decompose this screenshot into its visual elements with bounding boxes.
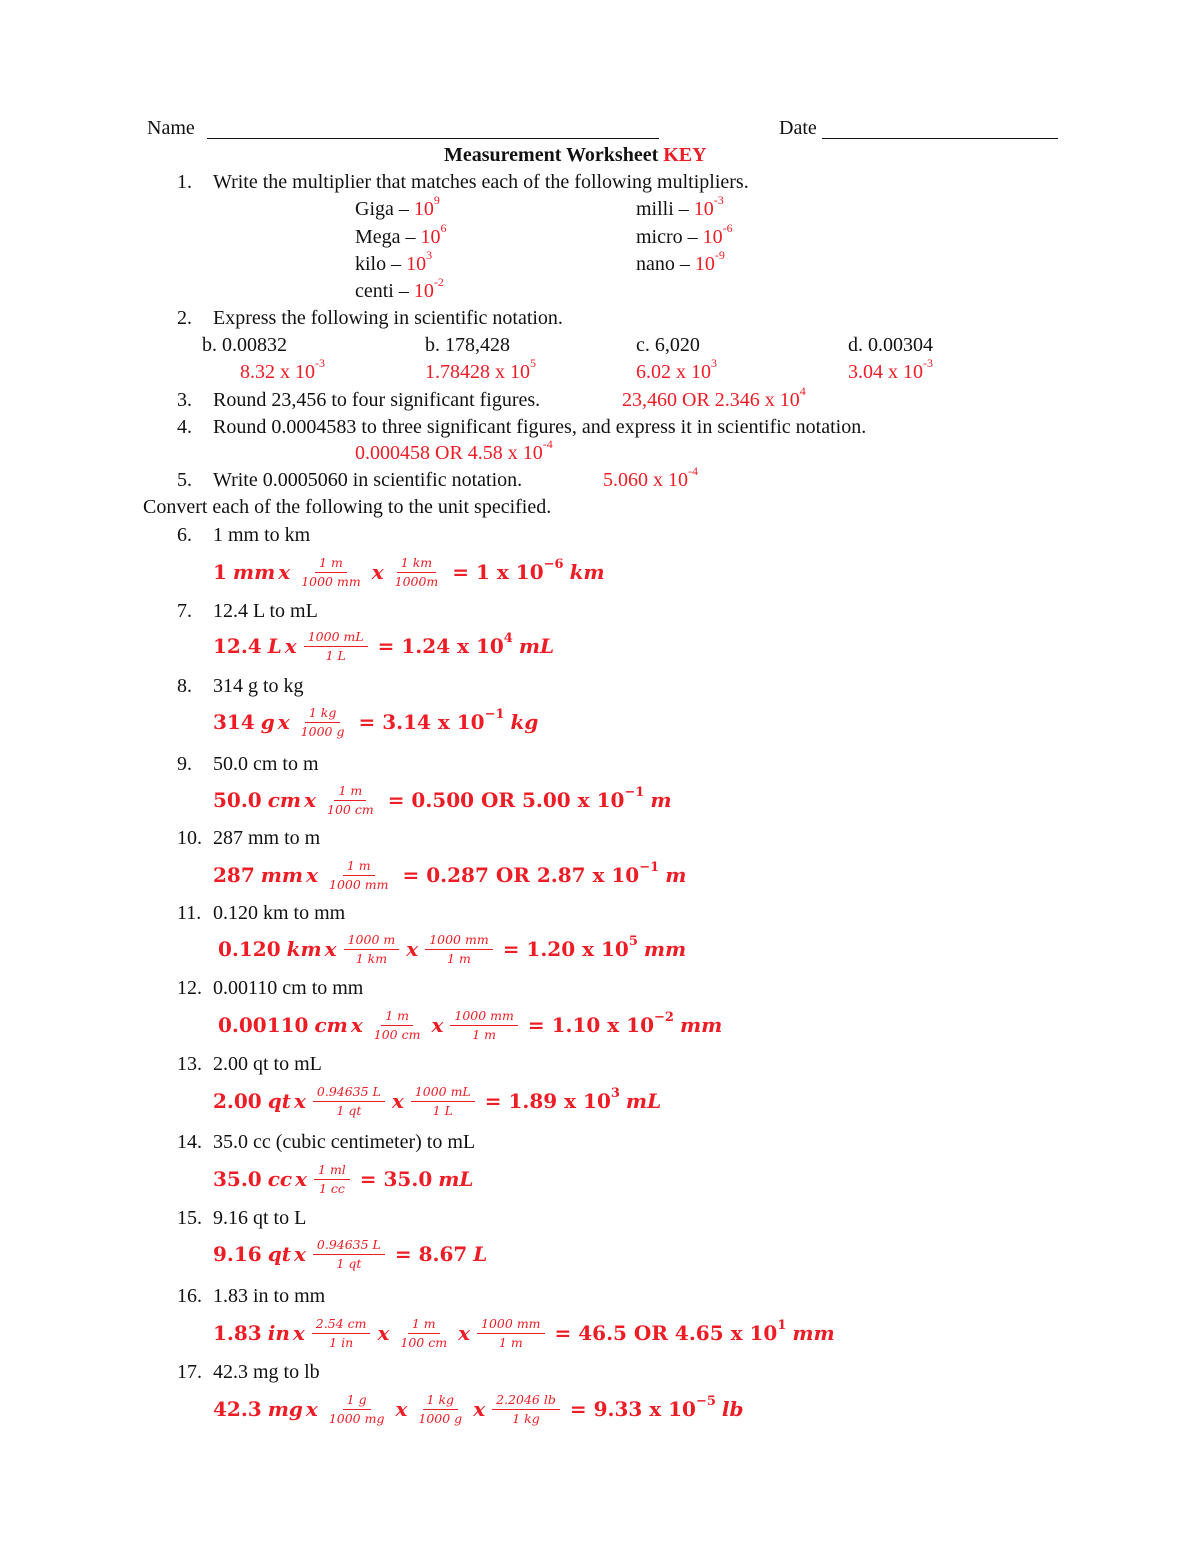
conversion-question: 287 mm to m — [213, 827, 321, 849]
times-sign: x — [473, 1397, 486, 1421]
conversion-factor — [325, 1393, 389, 1426]
start-value: 12.4 — [213, 634, 262, 658]
start-value: 0.00110 — [218, 1013, 309, 1037]
conversion-factor — [297, 556, 365, 589]
conversion-factor — [297, 706, 349, 739]
factor-numerator: 1 ml — [314, 1163, 350, 1180]
factor-denominator: 1 in — [329, 1334, 354, 1350]
key-label: KEY — [663, 144, 707, 166]
conversion-number: 10. — [177, 827, 202, 849]
q3-number: 3. — [177, 389, 192, 411]
conversion-equation — [213, 1228, 487, 1280]
conversion-factor — [492, 1393, 560, 1426]
result-value: = 1.89 x 10 — [484, 1089, 611, 1113]
result-exponent: −5 — [695, 1394, 716, 1409]
result-exponent: 1 — [777, 1318, 787, 1333]
q2-text: Express the following in scientific notation. — [213, 307, 563, 329]
times-sign: x — [350, 1013, 363, 1037]
conversion-equation — [213, 849, 686, 901]
conversion-number: 15. — [177, 1207, 202, 1229]
start-value: 2.00 — [213, 1089, 262, 1113]
name-label: Name — [147, 117, 195, 139]
factor-numerator: 1000 mm — [425, 933, 493, 950]
result-value: = 1 x 10 — [452, 560, 544, 584]
conversion-number: 11. — [177, 902, 202, 924]
conversion-number: 8. — [177, 675, 192, 697]
times-sign: x — [324, 937, 337, 961]
times-sign: x — [278, 560, 291, 584]
conversion-equation — [218, 999, 722, 1051]
factor-denominator: 100 cm — [327, 801, 374, 817]
result-value: = 8.67 — [394, 1242, 468, 1266]
times-sign: x — [406, 937, 419, 961]
result-value: = 46.5 OR 4.65 x 10 — [554, 1321, 778, 1345]
q5-answer: 5.060 x $10^{-4}$ — [603, 464, 698, 491]
q1-right-0: milli – $10^{-3}$ — [636, 193, 724, 220]
factor-numerator: 1000 m — [344, 933, 400, 950]
start-unit: qt — [267, 1089, 291, 1113]
times-sign: x — [292, 1321, 305, 1345]
factor-denominator: 1 m — [472, 1026, 497, 1042]
factor-numerator: 1000 mm — [477, 1317, 545, 1334]
conversion-factor — [414, 1393, 466, 1426]
result-unit: mL — [438, 1167, 474, 1191]
start-value: 0.120 — [218, 937, 281, 961]
result-exponent: 3 — [610, 1086, 620, 1101]
q5-number: 5. — [177, 469, 192, 491]
result-exponent: 5 — [628, 934, 638, 949]
q2-answer-2: 6.02 x $10^3$ — [636, 356, 717, 383]
factor-denominator: 1 m — [447, 950, 471, 966]
result-value: = 35.0 — [359, 1167, 433, 1191]
q1-number: 1. — [177, 171, 192, 193]
start-unit: mm — [232, 560, 276, 584]
conversion-equation — [213, 546, 605, 598]
times-sign: x — [431, 1013, 444, 1037]
result-unit: mm — [792, 1321, 835, 1345]
factor-numerator: 1 m — [315, 556, 347, 573]
factor-numerator: 1 m — [334, 784, 366, 801]
q1-left-1: Mega – $10^6$ — [355, 221, 447, 248]
conversion-number: 7. — [177, 600, 192, 622]
conversion-number: 13. — [177, 1053, 202, 1075]
times-sign: x — [306, 863, 319, 887]
q2-item-label-1: b. 178,428 — [425, 334, 510, 356]
conversion-equation — [213, 774, 672, 826]
start-unit: mm — [260, 863, 304, 887]
factor-numerator: 1 m — [381, 1009, 413, 1026]
times-sign: x — [295, 1167, 308, 1191]
start-value: 35.0 — [213, 1167, 262, 1191]
conversion-equation — [213, 1075, 661, 1127]
factor-denominator: 1 km — [355, 950, 388, 966]
start-unit: mg — [267, 1397, 303, 1421]
conversion-factor — [304, 630, 368, 663]
start-unit: km — [286, 937, 322, 961]
name-field[interactable] — [207, 138, 659, 139]
date-label: Date — [779, 117, 817, 139]
q2-answer-3: 3.04 x $10^{-3}$ — [848, 356, 933, 383]
q5-text: Write 0.0005060 in scientific notation. — [213, 469, 523, 491]
result-value: = 3.14 x 10 — [358, 710, 485, 734]
result-value: = 9.33 x 10 — [569, 1397, 696, 1421]
times-sign: x — [377, 1321, 390, 1345]
conversion-factor — [325, 859, 393, 892]
result-value: = 1.20 x 10 — [502, 937, 629, 961]
conversion-factor — [425, 933, 493, 966]
result-exponent: −1 — [624, 785, 645, 800]
factor-denominator: 1000 g — [300, 723, 345, 739]
factor-denominator: 1000 g — [418, 1410, 463, 1426]
conversion-question: 1 mm to km — [213, 524, 311, 546]
conversion-number: 14. — [177, 1131, 202, 1153]
conversion-factor — [314, 1163, 350, 1196]
convert-heading: Convert each of the following to the unit specified. — [143, 496, 552, 518]
q4-number: 4. — [177, 416, 192, 438]
factor-numerator: 1 km — [397, 556, 436, 573]
factor-denominator: 100 cm — [400, 1334, 448, 1350]
factor-denominator: 1000 mm — [329, 876, 389, 892]
conversion-factor — [396, 1317, 451, 1350]
conversion-factor — [344, 933, 400, 966]
factor-numerator: 1 kg — [423, 1393, 459, 1410]
factor-numerator: 0.94635 L — [313, 1238, 385, 1255]
factor-numerator: 0.94635 L — [313, 1085, 385, 1102]
result-unit: L — [473, 1242, 488, 1266]
factor-numerator: 1 g — [343, 1393, 371, 1410]
q3-answer: 23,460 OR 2.346 x $10^4$ — [622, 384, 806, 411]
factor-denominator: 1 L — [325, 647, 346, 663]
result-value: = 1.10 x 10 — [527, 1013, 654, 1037]
times-sign: x — [293, 1242, 306, 1266]
factor-denominator: 1 m — [498, 1334, 523, 1350]
conversion-question: 35.0 cc (cubic centimeter) to mL — [213, 1131, 476, 1153]
factor-numerator: 1000 mL — [411, 1085, 475, 1102]
times-sign: x — [395, 1397, 408, 1421]
result-exponent: −1 — [639, 860, 660, 875]
times-sign: x — [277, 710, 290, 734]
factor-denominator: 1000m — [394, 573, 439, 589]
times-sign: x — [304, 788, 316, 812]
conversion-factor — [313, 1085, 385, 1118]
conversion-question: 1.83 in to mm — [213, 1285, 326, 1307]
conversion-question: 50.0 cm to m — [213, 753, 319, 775]
q1-text: Write the multiplier that matches each of the following multipliers. — [213, 171, 749, 193]
result-unit: mL — [518, 634, 555, 658]
start-value: 9.16 — [213, 1242, 262, 1266]
start-unit: cm — [267, 788, 302, 812]
conversion-factor — [323, 784, 378, 817]
result-value: = 0.500 OR 5.00 x 10 — [387, 788, 625, 812]
factor-numerator: 2.2046 lb — [492, 1393, 560, 1410]
conversion-question: 9.16 qt to L — [213, 1207, 307, 1229]
start-value: 50.0 — [213, 788, 262, 812]
times-sign: x — [305, 1397, 318, 1421]
conversion-factor — [411, 1085, 475, 1118]
result-unit: mm — [643, 937, 687, 961]
conversion-equation — [213, 620, 554, 672]
factor-numerator: 1 m — [343, 859, 375, 876]
factor-denominator: 1 L — [432, 1102, 453, 1118]
page-title — [444, 143, 707, 167]
q4-text: Round 0.0004583 to three significant figures, and express it in scientific notation. — [213, 416, 867, 438]
conversion-number: 6. — [177, 524, 192, 546]
conversion-factor — [391, 556, 443, 589]
q2-item-label-3: d. 0.00304 — [848, 334, 933, 356]
times-sign: x — [458, 1321, 471, 1345]
result-exponent: 4 — [503, 631, 513, 646]
result-value: = 0.287 OR 2.87 x 10 — [402, 863, 640, 887]
q1-left-2: kilo – $10^3$ — [355, 248, 433, 275]
factor-numerator: 1000 mm — [450, 1009, 518, 1026]
q1-right-1: micro – $10^{-6}$ — [636, 221, 733, 248]
date-field[interactable] — [822, 138, 1058, 139]
title-text: Measurement Worksheet — [444, 144, 659, 166]
factor-numerator: 1 kg — [305, 706, 341, 723]
q2-item-label-2: c. 6,020 — [636, 334, 700, 356]
times-sign: x — [284, 634, 297, 658]
result-exponent: −1 — [484, 707, 505, 722]
conversion-factor — [477, 1317, 545, 1350]
times-sign: x — [391, 1089, 404, 1113]
q4-answer: 0.000458 OR 4.58 x $10^{-4}$ — [355, 437, 553, 464]
q1-left-0: Giga – $10^9$ — [355, 193, 440, 220]
q2-item-label-0: b. 0.00832 — [202, 334, 287, 356]
result-exponent: −2 — [654, 1010, 674, 1025]
times-sign: x — [371, 560, 384, 584]
q1-right-2: nano – $10^{-9}$ — [636, 248, 725, 275]
conversion-question: 0.120 km to mm — [213, 902, 346, 924]
result-value: = 1.24 x 10 — [377, 634, 504, 658]
conversion-number: 12. — [177, 977, 202, 999]
conversion-equation — [213, 1153, 473, 1205]
factor-numerator: 1 m — [408, 1317, 440, 1334]
factor-denominator: 1 kg — [512, 1410, 540, 1426]
result-unit: m — [650, 788, 672, 812]
conversion-equation — [213, 1383, 744, 1435]
result-unit: kg — [510, 710, 539, 734]
factor-denominator: 100 cm — [373, 1026, 421, 1042]
start-value: 1 — [213, 560, 227, 584]
result-unit: mm — [679, 1013, 723, 1037]
factor-denominator: 1 qt — [336, 1102, 362, 1118]
factor-denominator: 1000 mg — [328, 1410, 385, 1426]
q1-left-3: centi – $10^{-2}$ — [355, 275, 444, 302]
start-value: 1.83 — [213, 1321, 262, 1345]
conversion-equation — [213, 696, 538, 748]
q2-answer-0: 8.32 x $10^{-3}$ — [240, 356, 325, 383]
conversion-equation — [213, 1307, 835, 1359]
start-unit: qt — [267, 1242, 291, 1266]
conversion-number: 17. — [177, 1361, 202, 1383]
times-sign: x — [293, 1089, 306, 1113]
start-unit: g — [260, 710, 275, 734]
start-unit: in — [267, 1321, 290, 1345]
conversion-equation — [218, 923, 686, 975]
factor-denominator: 1 qt — [336, 1255, 362, 1271]
conversion-factor — [312, 1317, 371, 1350]
conversion-number: 9. — [177, 753, 192, 775]
conversion-question: 0.00110 cm to mm — [213, 977, 364, 999]
start-unit: L — [267, 634, 282, 658]
factor-denominator: 1 cc — [318, 1180, 345, 1196]
conversion-question: 2.00 qt to mL — [213, 1053, 322, 1075]
result-unit: m — [665, 863, 687, 887]
conversion-question: 42.3 mg to lb — [213, 1361, 320, 1383]
factor-numerator: 2.54 cm — [312, 1317, 371, 1334]
conversion-question: 314 g to kg — [213, 675, 304, 697]
start-unit: cc — [267, 1167, 293, 1191]
start-value: 42.3 — [213, 1397, 262, 1421]
result-unit: km — [569, 560, 605, 584]
factor-denominator: 1000 mm — [301, 573, 361, 589]
start-unit: cm — [314, 1013, 348, 1037]
conversion-question: 12.4 L to mL — [213, 600, 318, 622]
conversion-factor — [450, 1009, 518, 1042]
q2-answer-1: 1.78428 x $10^5$ — [425, 356, 536, 383]
start-value: 314 — [213, 710, 255, 734]
conversion-number: 16. — [177, 1285, 202, 1307]
q3-text: Round 23,456 to four significant figures. — [213, 389, 541, 411]
conversion-factor — [370, 1009, 425, 1042]
start-value: 287 — [213, 863, 255, 887]
result-unit: mL — [625, 1089, 662, 1113]
conversion-factor — [313, 1238, 385, 1271]
factor-numerator: 1000 mL — [304, 630, 368, 647]
result-exponent: −6 — [543, 557, 564, 572]
q2-number: 2. — [177, 307, 192, 329]
result-unit: lb — [721, 1397, 744, 1421]
